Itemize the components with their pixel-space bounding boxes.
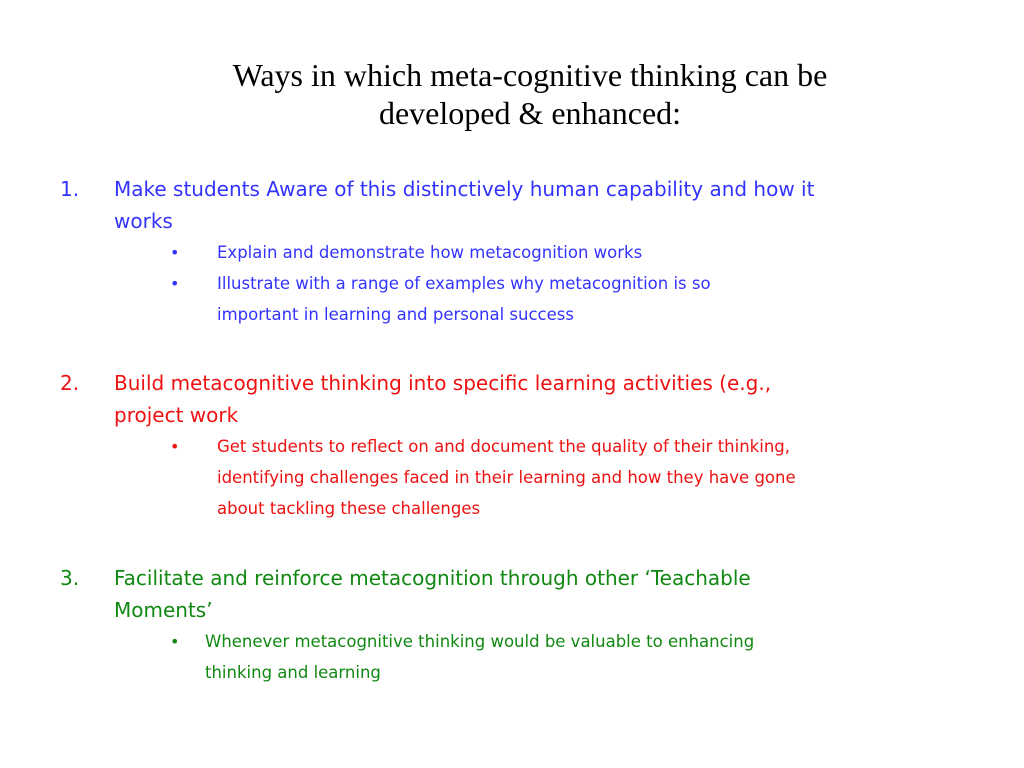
sub-bullet-text: Illustrate with a range of examples why metacognition is so (217, 274, 711, 293)
sub-bullet-text: Explain and demonstrate how metacognition works (217, 243, 643, 262)
list-item-number: 2. (60, 371, 80, 395)
list-item-text (114, 173, 950, 237)
list-item-text-line: Build metacognitive thinking into specific learning activities (e.g., (114, 371, 772, 395)
sub-bullet (170, 268, 960, 330)
bullet-marker: • (170, 274, 180, 293)
title-line-1: Ways in which meta-cognitive thinking can be (232, 57, 828, 93)
list-item-number: 3. (60, 566, 80, 590)
sub-bullet (170, 626, 960, 688)
sub-bullet-text: important in learning and personal success (217, 305, 574, 324)
sub-bullet (170, 431, 960, 524)
list-item-text-line: works (114, 209, 173, 233)
sub-bullet (170, 237, 960, 268)
list-item-text-line: Moments’ (114, 598, 213, 622)
list-item-3 (60, 562, 960, 688)
list-item-text-line: project work (114, 403, 239, 427)
list-item-1 (60, 173, 960, 330)
bullet-marker: • (170, 437, 180, 456)
sub-bullet-text: Whenever metacognitive thinking would be valuable to enhancing (205, 632, 755, 651)
title-line-2: developed & enhanced: (378, 95, 682, 131)
sub-bullet-text: about tackling these challenges (217, 499, 481, 518)
sub-bullet-text: thinking and learning (205, 663, 381, 682)
bullet-marker: • (170, 632, 180, 651)
list-item-text (114, 562, 950, 626)
slide-title (170, 56, 890, 132)
list-item-text (114, 367, 950, 431)
bullet-marker: • (170, 243, 180, 262)
list-item-text-line: Make students Aware of this distinctively human capability and how it (114, 177, 815, 201)
list-item-2 (60, 367, 960, 524)
sub-bullet-text: Get students to reflect on and document the quality of their thinking, (217, 437, 790, 456)
list-item-number: 1. (60, 177, 80, 201)
sub-bullet-text: identifying challenges faced in their learning and how they have gone (217, 468, 796, 487)
list-item-text-line: Facilitate and reinforce metacognition through other ‘Teachable (114, 566, 751, 590)
